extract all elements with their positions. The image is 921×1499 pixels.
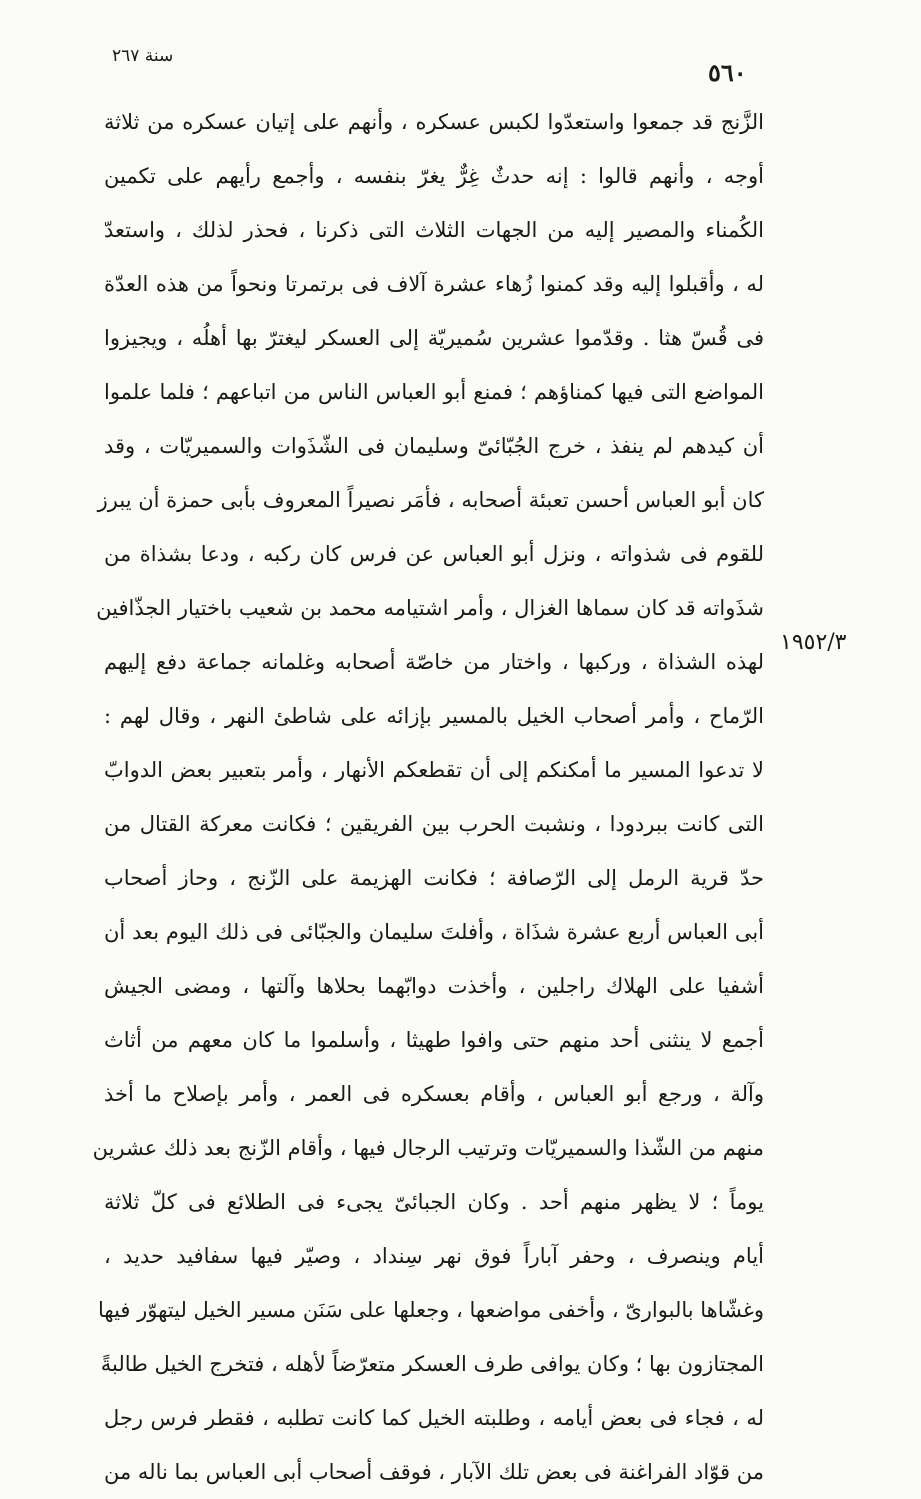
text-line: أيام وينصرف ، وحفر آباراً فوق نهر سِنداد ، وصيّر فيها سفافيد حديد ،: [104, 1244, 764, 1268]
text-line: له ، فجاء فى بعض أيامه ، وطلبته الخيل كما كانت تطلبه ، فقطر فرس رجل: [104, 1406, 764, 1430]
text-line: الرّماح ، وأمر أصحاب الخيل بالمسير بإزائه على شاطئ النهر ، وقال لهم :: [104, 704, 764, 728]
text-line: منهم من الشّذا والسميريّات وترتيب الرجال فيها ، وأقام الزّنج بعد ذلك عشرين: [92, 1136, 764, 1160]
text-line: المواضع التى فيها كمناؤهم ؛ فمنع أبو العباس الناس من اتباعهم ؛ فلما علموا: [104, 380, 764, 404]
text-line: الكُمناء والمصير إليه من الجهات الثلاث التى ذكرنا ، فحذر لذلك ، واستعدّ: [104, 218, 764, 242]
text-line: يوماً ؛ لا يظهر منهم أحد . وكان الجبائىّ يجىء فى الطلائع فى كلّ ثلاثة: [104, 1190, 764, 1214]
text-line: شذَواته قد كان سماها الغزال ، وأمر اشتيامه محمد بن شعيب باختيار الجذّافين: [96, 596, 764, 620]
text-line: أوجه ، وأنهم قالوا : إنه حدثٌ غِرٌّ يغرّ بنفسه ، وأجمع رأيهم على تكمين: [104, 164, 764, 188]
text-line: أجمع لا ينثنى أحد منهم حتى وافوا طهيثا ، وأسلموا ما كان معهم من أثاث: [104, 1028, 764, 1052]
text-line: للقوم فى شذواته ، ونزل أبو العباس عن فرس كان ركبه ، ودعا بشذاة من: [104, 542, 764, 566]
body-text: [92, 95, 764, 1499]
text-line: كان أبو العباس أحسن تعبئة أصحابه ، فأمَر نصيراً المعروف بأبى حمزة أن يبرز: [97, 488, 764, 512]
text-line: أبى العباس أربع عشرة شذَاة ، وأفلتَ سليمان والجبّائى فى ذلك اليوم بعد أن: [104, 920, 764, 944]
text-line: وغشّاها بالبوارىّ ، وأخفى مواضعها ، وجعلها على سَنَن مسير الخيل ليتهوّر فيها: [97, 1298, 764, 1322]
text-line: المجتازون بها ؛ وكان يوافى طرف العسكر متعرّضاً لأهله ، فتخرج الخيل طالبةً: [100, 1352, 764, 1376]
text-line: لهذه الشذاة ، وركبها ، واختار من خاصّة أصحابه وغلمانه جماعة دفع إليهم: [104, 650, 764, 674]
text-line: أن كيدهم لم ينفذ ، خرج الجُبّائىّ وسليمان فى الشّذَوات والسميريّات ، وقد: [104, 434, 764, 458]
text-line: حدّ قرية الرمل إلى الرّصافة ؛ فكانت الهزيمة على الزّنج ، وحاز أصحاب: [104, 866, 764, 890]
running-header-year: سنة ٢٦٧: [112, 46, 174, 66]
text-line: له ، وأقبلوا إليه وقد كمنوا زُهاء عشرة آلاف فى برتمرتا ونحواً من هذه العدّة: [104, 272, 764, 296]
text-line: الزَّنج قد جمعوا واستعدّوا لكبس عسكره ، وأنهم على إتيان عسكره من ثلاثة: [104, 110, 764, 134]
text-line: من قوّاد الفراغنة فى بعض تلك الآبار ، فوقف أصحاب أبى العباس بما ناله من: [104, 1460, 764, 1484]
text-line: لا تدعوا المسير ما أمكنكم إلى أن تقطعكم الأنهار ، وأمر بتعبير بعض الدوابّ: [104, 758, 764, 782]
text-line: التى كانت ببردودا ، ونشبت الحرب بين الفريقين ؛ فكانت معركة القتال من: [104, 812, 764, 836]
margin-reference: ١٩٥٢/٣: [780, 630, 847, 655]
text-line: فى قُسّ هثا . وقدّموا عشرين سُميريّة إلى العسكر ليغترّ بها أهلُه ، ويجيزوا: [104, 326, 764, 350]
text-line: أشفيا على الهلاك راجلين ، وأخذت دوابّهما بحلاها وآلتها ، ومضى الجيش: [104, 974, 764, 998]
text-line: وآلة ، ورجع أبو العباس ، وأقام بعسكره فى العمر ، وأمر بإصلاح ما أخذ: [104, 1082, 764, 1106]
page-number: ٥٦٠: [708, 58, 747, 87]
